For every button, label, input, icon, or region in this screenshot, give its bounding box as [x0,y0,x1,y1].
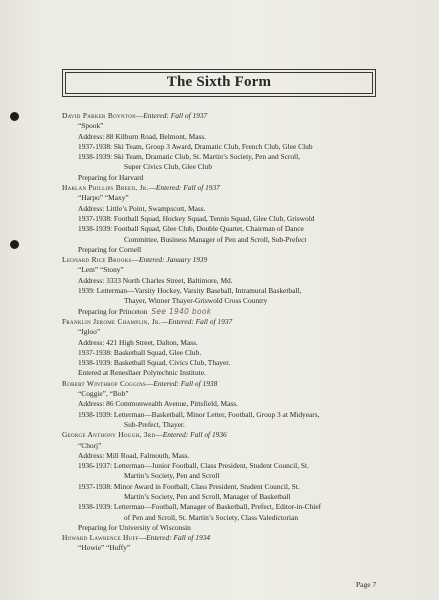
entry-line [62,142,380,152]
entry-line [62,152,380,162]
entry-line-text: Thayer, Winner Thayer-Griswold Cross Country [124,296,268,306]
entry-line-text: “Coggie”, “Bob” [78,389,129,399]
entry-line-text: 1937-1938: Minor Award in Football, Class President, Student Council, St. [78,481,300,491]
entry-line-text: “Igloo” [78,327,101,337]
student-name: Howard Lawrence Huff [62,533,139,543]
student-entries [62,111,380,554]
student-name: George Anthony Hough, 3rd [62,430,156,440]
entry-line-text: “Spook” [78,121,104,131]
entry-line [62,389,380,399]
entry-line-text: 1938-1939: Basketball Squad, Civics Club, Thayer. [78,358,231,368]
entry-line-text: Address: 88 Kilburn Road, Belmont, Mass. [78,131,207,141]
entry-line [62,121,380,131]
binder-hole-bottom [10,240,19,249]
dash-separator: — [135,111,144,120]
entered-date: Entered: January 1939 [139,255,208,265]
student-entry [62,255,380,317]
entered-date: Entered: Fall of 1937 [155,183,220,193]
entry-line [62,492,380,502]
entry-line-text: Super Civics Club, Glee Club [124,162,213,172]
dash-separator: — [160,316,169,326]
student-entry [62,430,380,533]
entry-line-text: 1936-1937: Letterman—Junior Football, Class President, Student Council, St. [78,461,309,471]
entry-line [62,193,380,203]
entry-line-text: Martin’s Society, Pen and Scroll [124,471,220,481]
dash-separator: — [131,255,139,265]
entry-line-text: Entered at Renesllaer Polytechnic Institute. [78,368,206,378]
entry-line-text: 1939: Letterman—Varsity Hockey, Varsity Baseball, Intramural Basketball, [78,286,302,296]
entry-line [62,162,380,172]
student-entry [62,379,380,430]
entered-date: Entered: Fall of 1937 [168,316,233,326]
entry-line [62,265,380,275]
entry-line-text: “Lem” “Stony” [78,265,124,275]
entry-line [62,441,380,451]
entry-line [62,204,380,214]
student-name: Robert Winthrop Coggins [62,378,146,388]
entry-line [62,523,380,533]
entry-line [62,327,380,337]
entry-heading [62,317,380,327]
page-title: The Sixth Form [166,74,272,90]
entry-line [62,132,380,142]
entry-line [62,348,380,358]
dash-separator: — [145,378,154,388]
entry-line [62,482,380,492]
entry-heading [62,430,380,440]
entry-line-text: 1938-1939: Letterman—Football, Manager of Basketball, Prefect, Editor-in-Chief [78,502,322,512]
entry-line [62,513,380,523]
entry-heading [62,183,380,193]
entry-line [62,471,380,481]
entry-line [62,235,380,245]
entry-line-text: “Chorj” [78,440,102,450]
entry-line-text: 1938-1939: Letterman—Basketball, Minor Letter, Football, Group 3 at Midyears, [78,409,320,419]
entry-line [62,399,380,409]
entry-heading [62,111,380,121]
entry-line [62,307,380,317]
student-name: Leonard Rice Brooks [62,255,132,265]
dash-separator: — [138,533,147,543]
entry-line-text: 1937-1938: Basketball Squad, Glee Club. [78,347,202,357]
entry-heading [62,379,380,389]
entry-line-text: 1938-1939: Football Squad, Glee Club, Double Quartet, Chairman of Dance [78,224,304,234]
handwritten-note: See 1940 book [151,306,212,316]
entry-line [62,451,380,461]
entry-line-text: Address: Mill Road, Falmouth, Mass. [78,450,190,460]
student-entry [62,533,380,554]
student-entry [62,317,380,379]
entry-line [62,502,380,512]
entry-line [62,286,380,296]
entry-line-text: Preparing for Princeton [78,306,148,316]
entry-line-text: “Harpo” “Maxy” [78,193,129,203]
student-name: Harlan Phillips Breed, Jr. [62,183,149,193]
entry-heading [62,255,380,265]
entry-line [62,420,380,430]
entry-line-text: Martin’s Society, Pen and Scroll, Manager of Basketball [124,491,291,501]
entry-line [62,214,380,224]
dash-separator: — [148,183,156,193]
student-name: Franklin Jerome Champlin, Jr. [62,316,161,326]
entry-line [62,296,380,306]
entry-line-text: Address: 3333 North Charles Street, Baltimore, Md. [78,275,233,285]
entry-heading [62,533,380,543]
entry-line-text: 1937-1938: Ski Team, Group 3 Award, Dramatic Club, French Club, Glee Club [78,141,313,151]
entry-line [62,543,380,553]
entry-line-text: Address: 421 High Street, Dalton, Mass. [78,337,198,347]
entry-line [62,173,380,183]
title-frame [62,69,376,97]
entry-line-text: Preparing for Harvard [78,172,144,182]
entry-line [62,224,380,234]
entry-line [62,338,380,348]
entry-line-text: “Howie” “Huffy” [78,543,131,553]
entry-line-text: 1937-1938: Football Squad, Hockey Squad, Tennis Squad, Glee Club, Griswold [78,213,315,223]
entry-line [62,358,380,368]
entered-date: Entered: Fall of 1936 [162,430,227,440]
entry-line-text: Sub-Prefect, Thayer. [124,419,185,429]
entry-line-text: Preparing for Cornell [78,244,142,254]
entry-line [62,276,380,286]
entry-line-text: Address: 86 Commonwealth Avenue, Pittsfield, Mass. [78,399,238,409]
entry-line [62,368,380,378]
entry-line [62,245,380,255]
entry-line-text: Address: Little’s Point, Swampscott, Mass. [78,203,206,213]
entry-line [62,410,380,420]
entry-line-text: 1938-1939: Ski Team, Dramatic Club, St. Martin’s Society, Pen and Scroll, [78,152,300,162]
student-entry [62,183,380,255]
entry-line-text: Committee, Business Manager of Pen and Scroll, Sub-Prefect [124,234,307,244]
student-entry [62,111,380,183]
binder-hole-top [10,112,19,121]
student-name: David Parker Boynton [62,111,136,120]
entry-line-text: of Pen and Scroll, St. Martin’s Society, Class Valedictorian [124,512,299,522]
page-number: Page 7 [356,580,377,589]
entry-line-text: Preparing for University of Wisconsin [78,522,191,532]
entered-date: Entered: Fall of 1938 [153,378,218,388]
dash-separator: — [155,430,163,440]
entered-date: Entered: Fall of 1937 [143,111,208,120]
entered-date: Entered: Fall of 1934 [146,533,211,543]
entry-line [62,461,380,471]
